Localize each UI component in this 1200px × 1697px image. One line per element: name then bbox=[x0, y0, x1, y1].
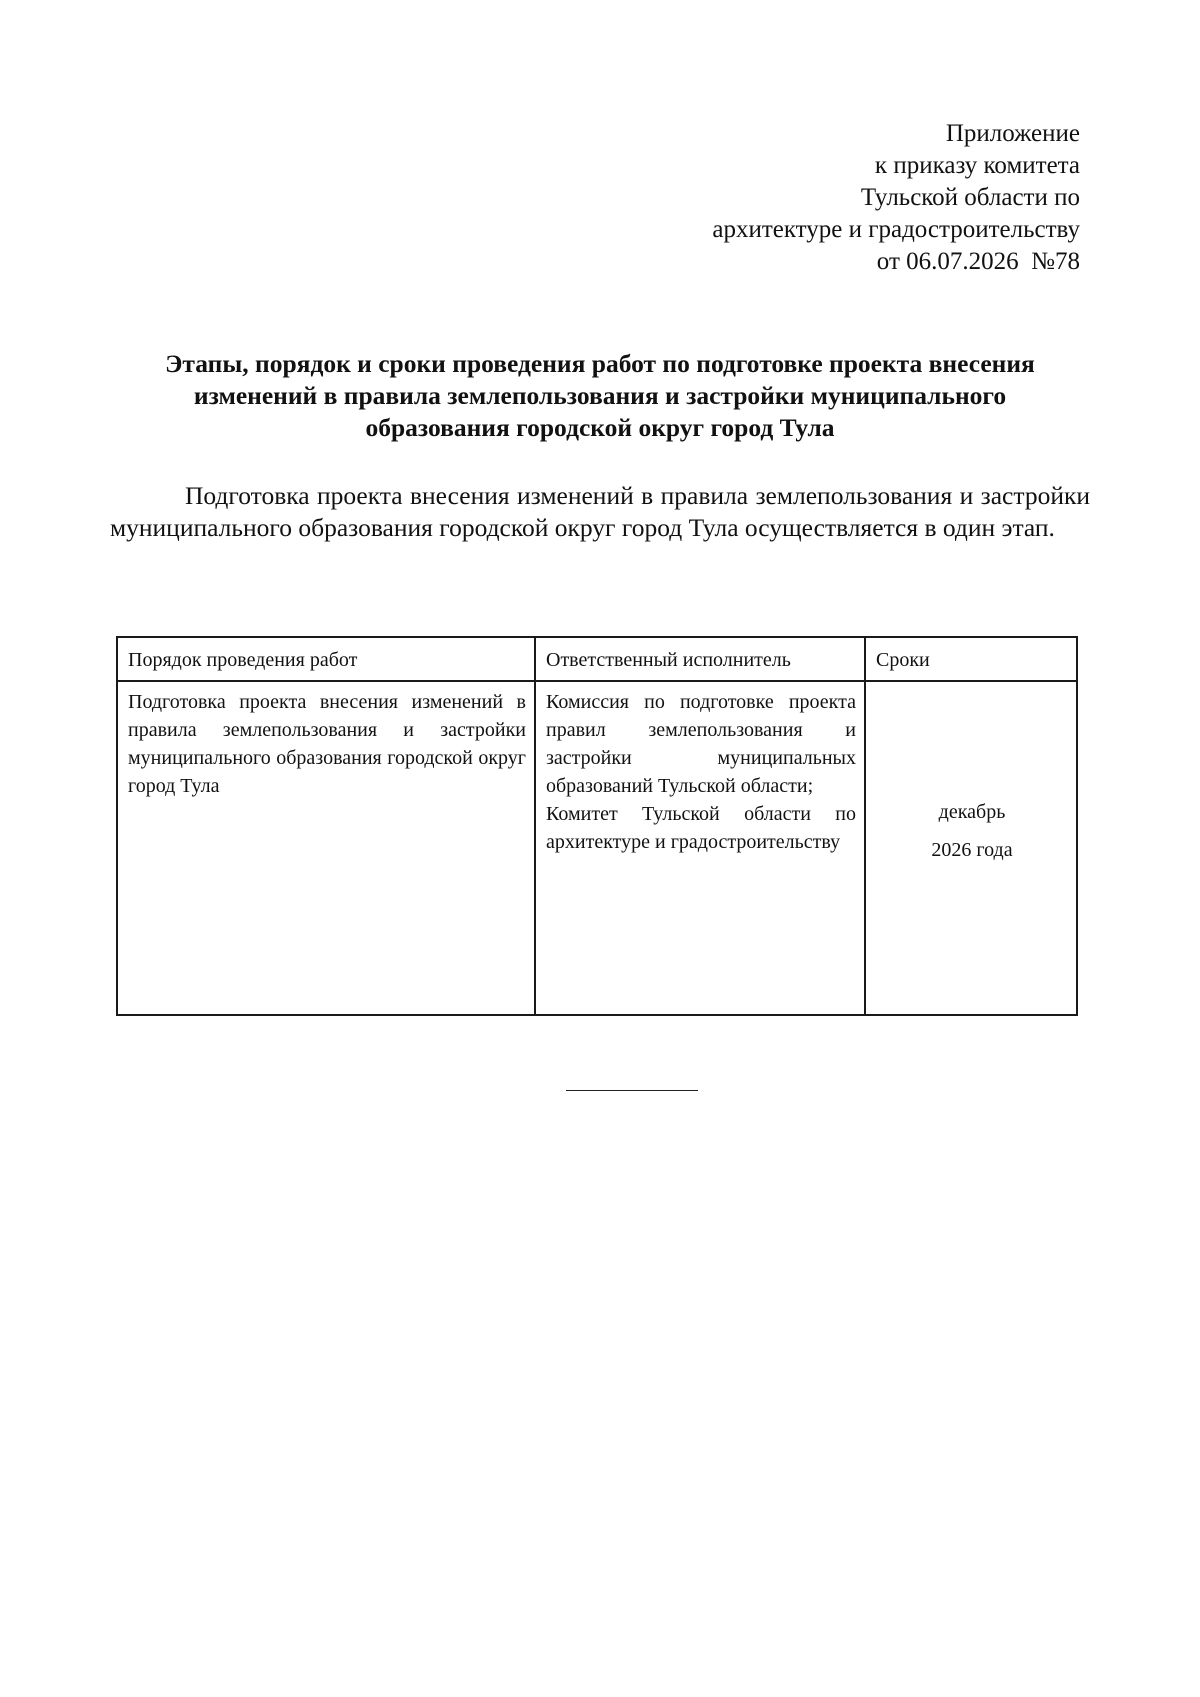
header-work-order: Порядок проведения работ bbox=[117, 637, 535, 681]
table-row bbox=[117, 681, 1077, 1015]
title-line: изменений в правила землепользования и застройки муниципального bbox=[193, 381, 1007, 410]
intro-paragraph bbox=[110, 480, 1090, 544]
executor-line: Комитет Тульской области по архитектуре и градостроительству bbox=[546, 803, 856, 853]
title-line: Этапы, порядок и сроки проведения работ по подготовке проекта внесения bbox=[165, 349, 1035, 378]
executor-line: Комиссия по подготовке проекта правил землепользования и застройки муниципальных образований Тульской области; bbox=[546, 691, 856, 797]
stages-table bbox=[116, 636, 1078, 1016]
intro-text: Подготовка проекта внесения изменений в правила землепользования и застройки муниципального образования городской округ город Тула осуществляется в один этап. bbox=[110, 481, 1090, 542]
document-title bbox=[110, 348, 1090, 444]
term-year: 2026 года bbox=[931, 839, 1013, 861]
table-header-row bbox=[117, 637, 1077, 681]
end-divider bbox=[566, 1090, 698, 1091]
appendix-line: Тульской области по bbox=[860, 184, 1080, 211]
title-line: образования городской округ город Тула bbox=[365, 413, 835, 442]
appendix-line: Приложение bbox=[945, 120, 1080, 147]
appendix-line: от 06.07.2026 №78 bbox=[876, 248, 1080, 275]
appendix-line: архитектуре и градостроительству bbox=[712, 216, 1080, 243]
appendix-line: к приказу комитета bbox=[874, 152, 1080, 179]
header-terms: Сроки bbox=[865, 637, 1077, 681]
cell-term bbox=[865, 681, 1077, 1015]
appendix-block bbox=[520, 118, 1080, 278]
term-month: декабрь bbox=[938, 801, 1006, 823]
cell-work: Подготовка проекта внесения изменений в правила землепользования и застройки муниципального образования городской округ город Тула bbox=[117, 681, 535, 1015]
header-executor: Ответственный исполнитель bbox=[535, 637, 865, 681]
cell-executor bbox=[535, 681, 865, 1015]
